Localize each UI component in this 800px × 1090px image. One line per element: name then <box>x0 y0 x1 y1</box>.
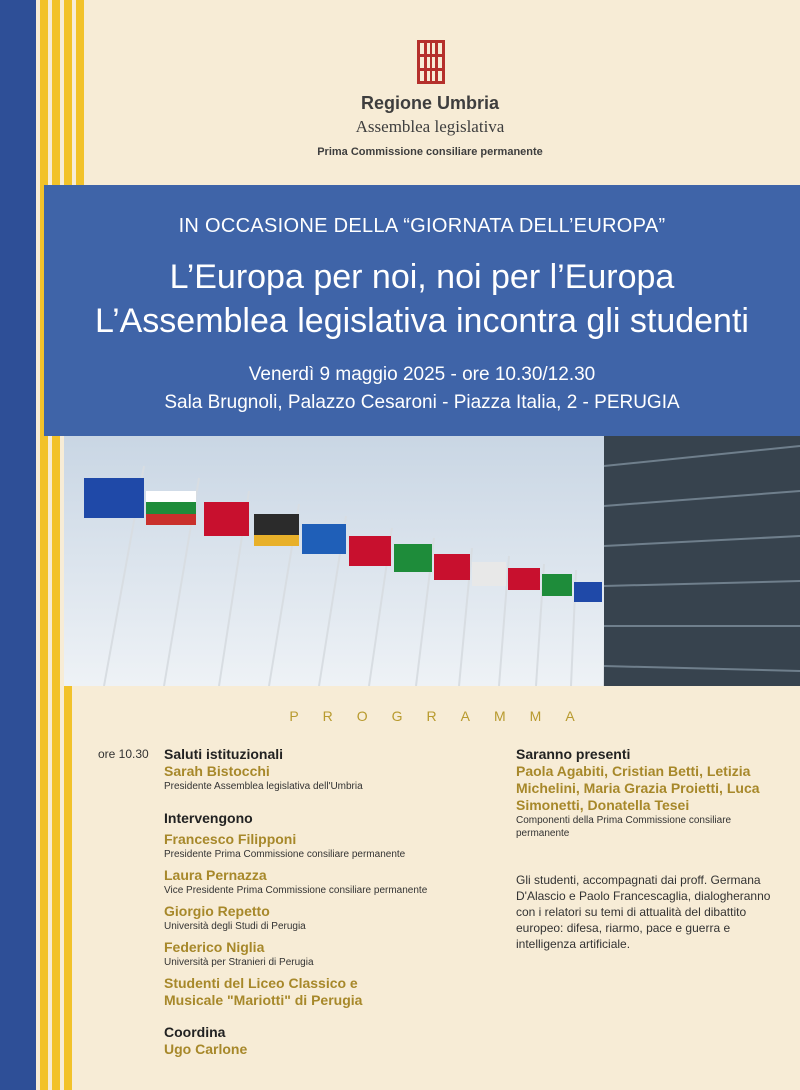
speaker-role: Vice Presidente Prima Commissione consiliare permanente <box>164 885 428 896</box>
org-subtitle: Assemblea legislativa <box>355 117 505 136</box>
left-yellow-stripe <box>40 0 48 1090</box>
speaker-name: Studenti del Liceo Classico e Musicale "Mariotti" di Perugia <box>164 975 363 1008</box>
speaker-name: Francesco Filipponi <box>164 831 297 847</box>
greeter-role: Presidente Assemblea legislativa dell'Umbria <box>164 781 363 792</box>
org-name: Regione Umbria <box>360 93 500 113</box>
speakers-heading: Intervengono <box>164 810 253 826</box>
present-role: Componenti della Prima Commissione consiliare permanente <box>516 815 732 839</box>
present-heading: Saranno presenti <box>516 746 631 762</box>
speaker-name: Giorgio Repetto <box>164 903 270 919</box>
program-time: ore 10.30 <box>98 747 149 761</box>
moderator-heading: Coordina <box>164 1024 226 1040</box>
commission-name: Prima Commissione consiliare permanente <box>317 146 543 158</box>
event-date: Venerdì 9 maggio 2025 - ore 10.30/12.30 <box>248 364 596 385</box>
speaker-role: Università degli Studi di Perugia <box>164 921 306 932</box>
program-right-column <box>516 745 776 964</box>
event-title <box>44 255 800 343</box>
event-description: Gli studenti, accompagnati dai proff. Germana D'Alascio e Paolo Francescaglia, dialogheranno con i relatori su temi di attualità del dibattito europeo: difesa, riarmo, pace e guerra e intelligenza artificiale. <box>516 873 771 951</box>
left-blue-stripe <box>0 0 36 1090</box>
speaker-role: Presidente Prima Commissione consiliare permanente <box>164 849 406 860</box>
left-yellow-stripe <box>52 0 60 1090</box>
eu-flags-photo <box>64 436 800 686</box>
program-left-column <box>164 745 464 1058</box>
event-venue: Sala Brugnoli, Palazzo Cesaroni - Piazza Italia, 2 - PERUGIA <box>164 392 680 413</box>
speaker-name: Laura Pernazza <box>164 867 267 883</box>
title-line-1: L’Europa per noi, noi per l’Europa <box>169 258 675 296</box>
event-details <box>44 361 800 417</box>
moderator-name: Ugo Carlone <box>164 1041 248 1057</box>
title-line-2: L’Assemblea legislativa incontra gli studenti <box>95 302 749 340</box>
speaker-role: Università per Stranieri di Perugia <box>164 957 314 968</box>
occasion-text: IN OCCASIONE DELLA “GIORNATA DELL’EUROPA” <box>178 215 666 237</box>
present-names: Paola Agabiti, Cristian Betti, Letizia Michelini, Maria Grazia Proietti, Luca Simonetti, Donatella Tesei <box>516 763 760 813</box>
program-title: PROGRAMMA <box>289 708 599 724</box>
greeter-name: Sarah Bistocchi <box>164 763 270 779</box>
title-banner <box>44 185 800 436</box>
greetings-heading: Saluti istituzionali <box>164 746 284 762</box>
regione-umbria-logo-icon <box>417 40 445 84</box>
speaker-name: Federico Niglia <box>164 939 265 955</box>
